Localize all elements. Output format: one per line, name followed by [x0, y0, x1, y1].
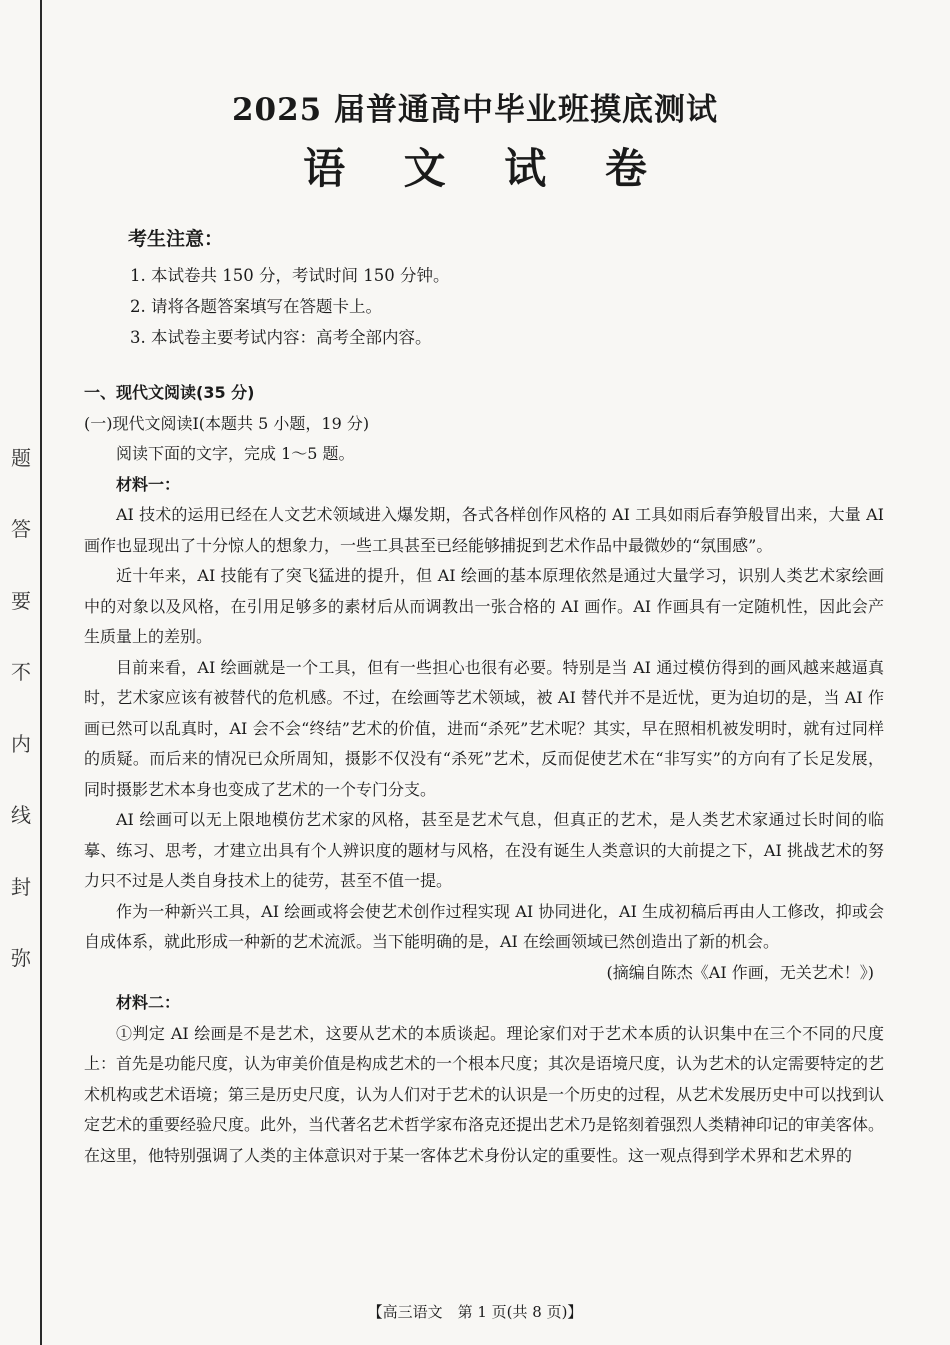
exam-subject-title: 语 文 试 卷	[303, 144, 669, 193]
material1-paragraph: AI 绘画可以无上限地模仿艺术家的风格，甚至是艺术气息，但真正的艺术，是人类艺术家通过长时间的临摹、练习、思考，才建立出具有个人辨识度的题材与风格，在没有诞生人类意识的大前提之下，AI 挑战艺术的努力只不过是人类自身技术上的徒劳，甚至不值一提。	[84, 810, 884, 890]
reading-section	[84, 378, 884, 1171]
seal-char: 封	[11, 874, 31, 899]
page-footer: 【高三语文 第 1 页(共 8 页)】	[367, 1303, 583, 1321]
notice-item: 3. 本试卷主要考试内容：高考全部内容。	[130, 328, 432, 347]
seal-char: 不	[11, 660, 31, 685]
material1-heading: 材料一：	[116, 474, 181, 494]
notice-item: 1. 本试卷共 150 分，考试时间 150 分钟。	[130, 266, 450, 285]
seal-char: 答	[11, 517, 31, 542]
material1-paragraph: 作为一种新兴工具，AI 绘画或将会使艺术创作过程实现 AI 协同进化，AI 生成初稿后再由人工修改，抑或会自成体系，就此形成一种新的艺术流派。当下能明确的是，AI 在绘画领域已然创造出了新的机会。	[84, 901, 884, 951]
material1-paragraph: AI 技术的运用已经在人文艺术领域进入爆发期，各式各样创作风格的 AI 工具如雨后春笋般冒出来，大量 AI 画作也显现出了十分惊人的想象力，一些工具甚至已经能够捕捉到艺术作品中最微妙的“氛围感”。	[84, 505, 884, 555]
section-subheading: (一)现代文阅读Ⅰ(本题共 5 小题，19 分)	[84, 413, 370, 433]
seal-char: 弥	[11, 945, 31, 970]
seal-line-notice	[6, 448, 36, 968]
seal-char: 线	[11, 803, 31, 828]
section-heading: 一、现代文阅读(35 分)	[84, 383, 255, 402]
seal-char: 内	[11, 731, 31, 756]
notice-heading: 考生注意：	[128, 228, 224, 250]
material1-source: (摘编自陈杰《AI 作画，无关艺术！》)	[606, 962, 874, 982]
exam-title: 2025 届普通高中毕业班摸底测试	[231, 92, 719, 128]
seal-char: 题	[11, 446, 31, 470]
candidate-notice	[128, 224, 449, 353]
material1-paragraph: 目前来看，AI 绘画就是一个工具，但有一些担心也很有必要。特别是当 AI 通过模仿得到的画风越来越逼真时，艺术家应该有被替代的危机感。不过，在绘画等艺术领域，被 AI 替代并不是近忧，更为迫切的是，当 AI 作画已然可以乱真时，AI 会不会“终结”艺术的价值，进而“杀死”艺术呢？其实，早在照相机被发明时，就有过同样的质疑。而后来的情况已众所周知，摄影不仅没有“杀死”艺术，反而促使艺术在“非写实”的方向有了长足发展，同时摄影艺术本身也变成了艺术的一个专门分支。	[84, 657, 884, 799]
material2-heading: 材料二：	[116, 993, 181, 1012]
section-instruction: 阅读下面的文字，完成 1～5 题。	[116, 444, 355, 463]
material1-paragraph: 近十年来，AI 技能有了突飞猛进的提升，但 AI 绘画的基本原理依然是通过大量学习，识别人类艺术家绘画中的对象以及风格，在引用足够多的素材后从而调教出一张合格的 AI 画作。AI 作画具有一定随机性，因此会产生质量上的差别。	[84, 566, 884, 646]
binding-line	[40, 0, 42, 1345]
notice-item: 2. 请将各题答案填写在答题卡上。	[130, 297, 382, 316]
seal-char: 要	[11, 588, 31, 613]
material2-paragraph: ①判定 AI 绘画是不是艺术，这要从艺术的本质谈起。理论家们对于艺术本质的认识集中在三个不同的尺度上：首先是功能尺度，认为审美价值是构成艺术的一个根本尺度；其次是语境尺度，认为艺术的认定需要特定的艺术机构或艺术语境；第三是历史尺度，认为人们对于艺术的认识是一个历史的过程，从艺术发展历史中可以找到认定艺术的重要经验尺度。此外，当代著名艺术哲学家布洛克还提出艺术乃是铭刻着强烈人类精神印记的审美客体。在这里，他特别强调了人类的主体意识对于某一客体艺术身份认定的重要性。这一观点得到学术界和艺术界的	[84, 1023, 885, 1165]
